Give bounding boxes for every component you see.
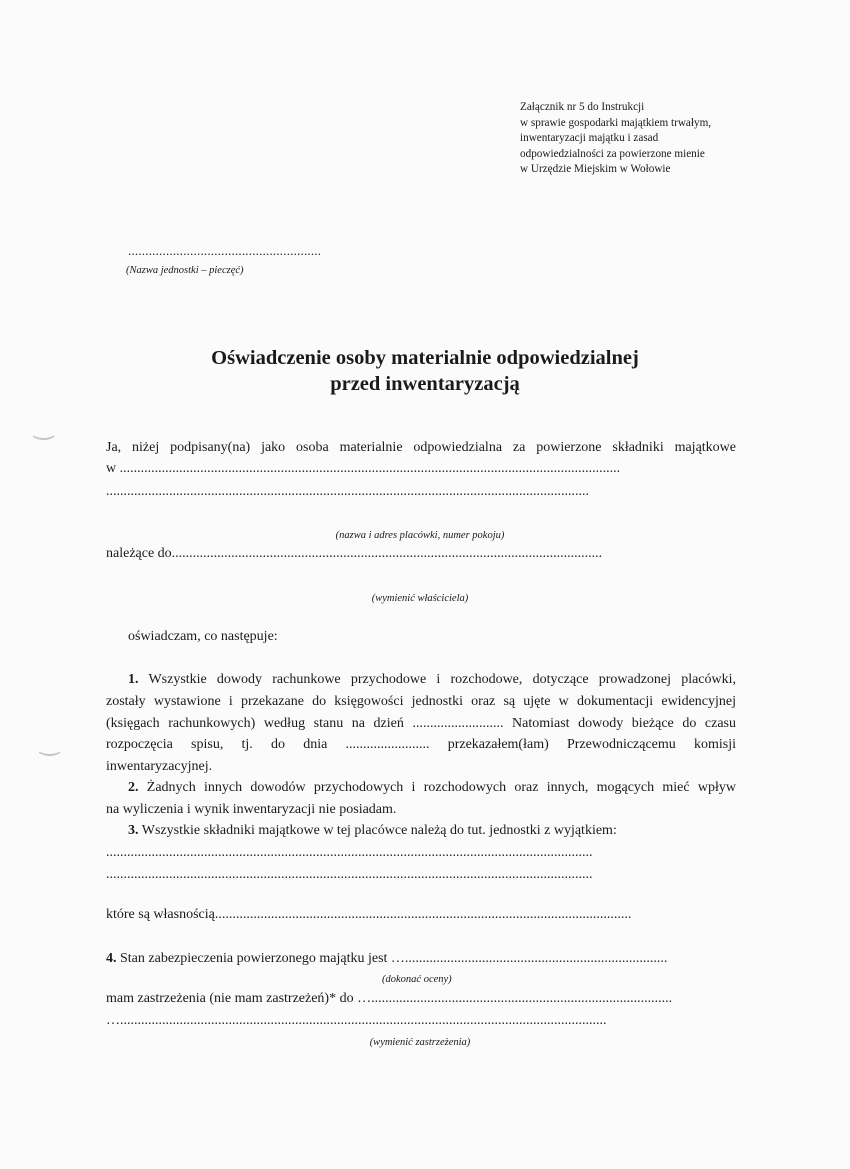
item-3-line-1: 3. Wszystkie składniki majątkowe w tej placówce należą do tut. jednostki z wyjątkiem: <box>128 823 617 838</box>
item-1-line-3: (księgach rachunkowych) według stanu na dzień .......................... Natomiast dowody bieżące do czasu <box>106 716 736 731</box>
title-line-1: Oświadczenie osoby materialnie odpowiedzialnej <box>211 347 639 369</box>
item-1-number: 1. <box>128 672 139 687</box>
declaration-lead: oświadczam, co następuje: <box>128 629 278 644</box>
owner-field: należące do........................................................................................................................... <box>106 546 603 561</box>
binder-hole-mark-top: ‿ <box>34 414 54 440</box>
document-title <box>0 345 850 397</box>
place-field-label: (nazwa i adres placówki, numer pokoju) <box>335 530 505 541</box>
reservations-field-2: …........................................................................................................................................... <box>106 1013 607 1028</box>
exceptions-field-2: ........................................................................................................................................... <box>106 867 593 882</box>
item-4-number: 4. <box>106 951 117 966</box>
assessment-label: (dokonać oceny) <box>382 974 452 985</box>
reservations-field: mam zastrzeżenia (nie mam zastrzeżeń)* do …...................................................................................... <box>106 991 673 1006</box>
item-1-line-2: zostały wystawione i przekazane do księgowości jednostki oraz są ujęte w dokumentacji ewidencyjnej <box>106 694 736 709</box>
unit-name-field: ........................................................ <box>128 243 322 258</box>
item-3-number: 3. <box>128 823 139 838</box>
annex-line: inwentaryzacji majątku i zasad <box>520 132 659 144</box>
reservations-label: (wymienić zastrzeżenia) <box>369 1037 471 1048</box>
item-1-line-5: inwentaryzacyjnej. <box>106 759 213 774</box>
item-1-line-4: rozpoczęcia spisu, tj. do dnia ........................ przekazałem(łam) Przewodniczącemu komisji <box>106 737 736 752</box>
title-line-2: przed inwentaryzacją <box>330 373 520 395</box>
item-2-line-2: na wyliczenia i wynik inwentaryzacji nie posiadam. <box>106 802 397 817</box>
intro-line-1: Ja, niżej podpisany(na) jako osoba materialnie odpowiedzialna za powierzone składniki majątkowe <box>106 440 736 455</box>
annex-line: w Urzędzie Miejskim w Wołowie <box>520 163 671 175</box>
annex-line: w sprawie gospodarki majątkiem trwałym, <box>520 116 712 129</box>
unit-name-label: (Nazwa jednostki – pieczęć) <box>126 265 244 276</box>
owner-field-label: (wymienić właściciela) <box>371 593 469 604</box>
annex-line: odpowiedzialności za powierzone mienie <box>520 147 705 160</box>
item-1-line-1: 1. Wszystkie dowody rachunkowe przychodowe i rozchodowe, dotyczące prowadzonej placówki, <box>128 672 737 687</box>
place-field-line-1: w ............................................................................................................................................... <box>106 461 621 476</box>
item-2-line-1: 2. Żadnych innych dowodów przychodowych i rozchodowych oraz innych, mogących mieć wpływ <box>128 780 736 795</box>
item-4-line-1: 4. Stan zabezpieczenia powierzonego majątku jest …........................................................................... <box>106 951 668 966</box>
binder-hole-mark-bottom: ‿ <box>40 730 60 756</box>
exceptions-field-1: ........................................................................................................................................... <box>106 845 593 860</box>
annex-header <box>520 100 770 178</box>
annex-line: Załącznik nr 5 do Instrukcji <box>520 101 645 113</box>
place-field-line-2: .......................................................................................................................................... <box>106 484 589 499</box>
item-2-number: 2. <box>128 780 139 795</box>
ownership-field: które są własnością....................................................................................................................... <box>106 907 632 922</box>
